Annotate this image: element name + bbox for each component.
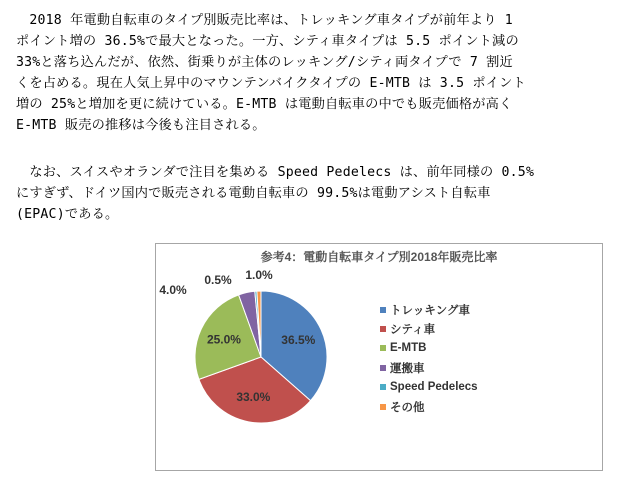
- text-line: なお、スイスやオランダで注目を集める Speed Pedelecs は、前年同様の 0.5%: [16, 165, 535, 180]
- slice-label: 0.5%: [204, 273, 232, 287]
- slice-label: 33.0%: [236, 390, 271, 405]
- slice-label: 4.0%: [159, 283, 187, 297]
- legend-swatch: [380, 384, 386, 390]
- legend-item: [380, 358, 478, 377]
- text-line: 2018 年電動自転車のタイプ別販売比率は、トレッキング車タイプが前年より 1: [16, 13, 513, 28]
- paragraph-2: [16, 162, 601, 225]
- text-line: (EPAC)である。: [16, 207, 119, 222]
- pie-chart: [155, 243, 603, 471]
- chart-title: 参考4：電動自転車タイプ別2018年販売比率: [260, 250, 498, 264]
- slice-label: 36.5%: [281, 333, 316, 348]
- legend-item: [380, 339, 478, 358]
- legend-swatch: [380, 365, 386, 371]
- legend-item: [380, 319, 478, 338]
- paragraph-1: [16, 10, 601, 136]
- legend-swatch: [380, 326, 386, 332]
- slice-label: 1.0%: [245, 268, 273, 282]
- legend-swatch: [380, 307, 386, 313]
- text-line: 33%と落ち込んだが、依然、街乗りが主体のレッキング/シティ両タイプで 7 割近: [16, 55, 513, 70]
- legend-label: トレッキング車: [390, 304, 471, 317]
- legend-item: [380, 300, 478, 319]
- text-line: にすぎず、ドイツ国内で販売される電動自転車の 99.5%は電動アシスト自転車: [16, 186, 491, 201]
- chart-legend: [380, 300, 478, 416]
- legend-label: シティ車: [390, 324, 436, 337]
- text-line: 増の 25%と増加を更に続けている。E-MTB は電動自転車の中でも販売価格が高く: [16, 97, 513, 112]
- legend-swatch: [380, 404, 386, 410]
- legend-label: Speed Pedelecs: [390, 381, 478, 394]
- text-line: E-MTB 販売の推移は今後も注目される。: [16, 118, 266, 133]
- slice-label: 25.0%: [206, 332, 241, 347]
- legend-item: [380, 397, 478, 416]
- text-line: くを占める。現在人気上昇中のマウンテンバイクタイプの E-MTB は 3.5 ポイント: [16, 76, 526, 91]
- pie-chart-svg: [156, 244, 602, 470]
- legend-label: E-MTB: [390, 342, 427, 355]
- text-line: ポイント増の 36.5%で最大となった。一方、シティ車タイプは 5.5 ポイント減の: [16, 34, 519, 49]
- legend-label: その他: [390, 401, 425, 414]
- legend-item: [380, 378, 478, 397]
- legend-label: 運搬車: [390, 362, 425, 375]
- legend-swatch: [380, 345, 386, 351]
